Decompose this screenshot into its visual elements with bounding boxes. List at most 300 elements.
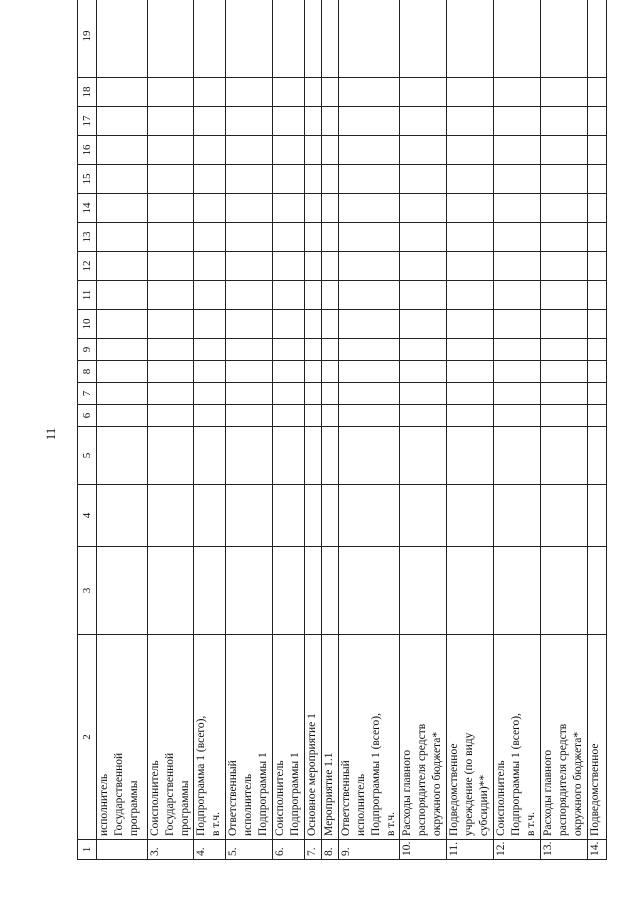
table-cell <box>339 427 400 485</box>
table-cell <box>447 383 494 405</box>
table-row <box>339 0 400 860</box>
table-cell <box>226 194 273 223</box>
table-cell <box>494 252 541 281</box>
table-cell <box>494 194 541 223</box>
row-label <box>226 635 273 840</box>
table-cell <box>541 383 588 405</box>
table-cell <box>97 0 148 78</box>
table-cell <box>97 223 148 252</box>
table-cell <box>226 78 273 107</box>
row-label <box>305 635 322 840</box>
table-cell <box>588 107 607 136</box>
table-cell <box>273 339 305 361</box>
table-row <box>194 0 226 860</box>
column-number: 1 <box>78 840 97 860</box>
row-label <box>339 635 400 840</box>
column-number: 10 <box>78 310 97 339</box>
column-number: 9 <box>78 339 97 361</box>
row-label-line: исполнитель <box>98 773 110 836</box>
table-cell <box>494 383 541 405</box>
table-cell <box>305 339 322 361</box>
row-label <box>494 635 541 840</box>
column-number: 4 <box>78 485 97 547</box>
table-cell <box>400 310 447 339</box>
table-cell <box>494 310 541 339</box>
table-row <box>305 0 322 860</box>
table-cell <box>148 405 194 427</box>
table-body <box>78 0 607 860</box>
table-cell <box>447 281 494 310</box>
table-cell <box>494 136 541 165</box>
row-label-line: исполнитель <box>355 773 367 836</box>
table-row <box>97 0 148 860</box>
row-number: 6. <box>273 840 305 860</box>
row-label-line: распорядителя средств <box>416 723 428 836</box>
table-cell <box>194 107 226 136</box>
table-cell <box>194 0 226 78</box>
table-cell <box>541 361 588 383</box>
table-cell <box>447 339 494 361</box>
table-cell <box>494 339 541 361</box>
column-number: 3 <box>78 547 97 635</box>
row-label-line: Соисполнитель <box>495 760 507 836</box>
table-cell <box>148 0 194 78</box>
row-label-line: Соисполнитель <box>274 760 286 836</box>
row-label-line: Подпрограммы 1 (всего), <box>370 712 382 836</box>
table-cell <box>97 136 148 165</box>
table-cell <box>400 383 447 405</box>
table-cell <box>226 107 273 136</box>
table-cell <box>305 0 322 78</box>
row-label-line: в т.ч. <box>385 812 397 836</box>
table-cell <box>273 281 305 310</box>
table-cell <box>305 165 322 194</box>
table-cell <box>273 165 305 194</box>
table-cell <box>305 310 322 339</box>
table-cell <box>400 136 447 165</box>
table-cell <box>148 194 194 223</box>
table-cell <box>588 194 607 223</box>
row-label <box>400 635 447 840</box>
row-number: 3. <box>148 840 194 860</box>
table-cell <box>148 361 194 383</box>
row-label <box>194 635 226 840</box>
column-number: 12 <box>78 252 97 281</box>
table-cell <box>97 78 148 107</box>
header-row <box>78 0 97 860</box>
row-label-line: окружного бюджета* <box>431 731 443 836</box>
table-cell <box>305 107 322 136</box>
table-cell <box>447 485 494 547</box>
table-cell <box>273 383 305 405</box>
column-number: 6 <box>78 405 97 427</box>
table-cell <box>400 281 447 310</box>
table-cell <box>148 427 194 485</box>
table-cell <box>226 310 273 339</box>
table-cell <box>194 194 226 223</box>
table-cell <box>97 339 148 361</box>
table-cell <box>322 547 339 635</box>
table-cell <box>588 485 607 547</box>
table-cell <box>541 107 588 136</box>
column-number: 11 <box>78 281 97 310</box>
table-cell <box>273 405 305 427</box>
table-cell <box>588 383 607 405</box>
table-cell <box>541 194 588 223</box>
table-row <box>494 0 541 860</box>
table-cell <box>588 339 607 361</box>
table-cell <box>400 194 447 223</box>
table-cell <box>194 547 226 635</box>
table-cell <box>339 339 400 361</box>
table-cell <box>305 361 322 383</box>
row-label <box>97 635 148 840</box>
table-cell <box>305 252 322 281</box>
budget-table <box>77 0 607 860</box>
table-cell <box>447 165 494 194</box>
row-label-line: Подведомственное <box>448 743 460 836</box>
table-cell <box>339 223 400 252</box>
table-cell <box>494 165 541 194</box>
table-cell <box>588 427 607 485</box>
table-cell <box>541 252 588 281</box>
table-cell <box>541 547 588 635</box>
row-label-line: Подпрограммы 1 <box>289 752 301 836</box>
table-cell <box>494 281 541 310</box>
table-cell <box>588 0 607 78</box>
column-number: 2 <box>78 635 97 840</box>
table-cell <box>148 107 194 136</box>
row-label <box>447 635 494 840</box>
table-row <box>400 0 447 860</box>
table-cell <box>541 339 588 361</box>
table-cell <box>400 547 447 635</box>
table-cell <box>588 405 607 427</box>
column-number: 14 <box>78 194 97 223</box>
table-cell <box>226 281 273 310</box>
table-cell <box>273 361 305 383</box>
row-label-line: Расходы главного <box>401 749 413 836</box>
row-label-line: Подпрограммы 1 <box>257 752 269 836</box>
table-cell <box>194 427 226 485</box>
table-cell <box>322 485 339 547</box>
row-label-line: программы <box>179 780 191 836</box>
table-cell <box>400 78 447 107</box>
table-cell <box>226 405 273 427</box>
table-cell <box>148 547 194 635</box>
column-number: 17 <box>78 107 97 136</box>
table-cell <box>194 383 226 405</box>
column-number: 16 <box>78 136 97 165</box>
table-cell <box>339 383 400 405</box>
table-cell <box>339 165 400 194</box>
table-cell <box>400 361 447 383</box>
table-cell <box>305 383 322 405</box>
table-cell <box>339 136 400 165</box>
table-cell <box>194 339 226 361</box>
table-cell <box>273 310 305 339</box>
table-row <box>588 0 607 860</box>
table-cell <box>226 136 273 165</box>
page-number: 11 <box>43 427 58 441</box>
row-label-line: Ответственный <box>340 760 352 836</box>
table-cell <box>273 252 305 281</box>
table-cell <box>305 281 322 310</box>
table-cell <box>322 405 339 427</box>
table-cell <box>541 485 588 547</box>
table-cell <box>97 405 148 427</box>
table-cell <box>273 78 305 107</box>
table-cell <box>400 165 447 194</box>
table-cell <box>541 136 588 165</box>
table-cell <box>322 310 339 339</box>
table-cell <box>194 223 226 252</box>
row-label-line: субсидии)** <box>478 774 490 836</box>
table-cell <box>322 194 339 223</box>
table-cell <box>226 485 273 547</box>
table-cell <box>97 310 148 339</box>
table-cell <box>226 361 273 383</box>
table-row <box>541 0 588 860</box>
row-label-line: Основное мероприятие 1 <box>306 713 318 836</box>
table-row <box>447 0 494 860</box>
table-cell <box>541 310 588 339</box>
column-number: 7 <box>78 383 97 405</box>
column-number: 8 <box>78 361 97 383</box>
row-number: 9. <box>339 840 400 860</box>
table-cell <box>305 485 322 547</box>
table-cell <box>194 405 226 427</box>
table-cell <box>541 223 588 252</box>
table-cell <box>273 136 305 165</box>
row-label <box>588 635 607 840</box>
table-cell <box>194 252 226 281</box>
table-cell <box>273 107 305 136</box>
table-cell <box>494 78 541 107</box>
table-cell <box>339 0 400 78</box>
table-cell <box>322 78 339 107</box>
table-cell <box>541 0 588 78</box>
table-cell <box>305 427 322 485</box>
table-cell <box>226 383 273 405</box>
row-number: 4. <box>194 840 226 860</box>
table-cell <box>194 485 226 547</box>
table-cell <box>273 547 305 635</box>
row-label <box>322 635 339 840</box>
table-cell <box>494 485 541 547</box>
table-cell <box>194 165 226 194</box>
row-number: 13. <box>541 840 588 860</box>
column-number: 18 <box>78 78 97 107</box>
table-cell <box>588 136 607 165</box>
table-cell <box>194 136 226 165</box>
row-label-line: Государственной <box>113 752 125 836</box>
table-cell <box>226 339 273 361</box>
table-cell <box>305 547 322 635</box>
table-cell <box>322 136 339 165</box>
column-number: 5 <box>78 427 97 485</box>
table-cell <box>400 339 447 361</box>
row-label-line: в т.ч. <box>210 812 222 836</box>
table-cell <box>148 165 194 194</box>
table-cell <box>148 252 194 281</box>
table-cell <box>273 223 305 252</box>
row-label-line: программы <box>128 780 140 836</box>
table-cell <box>97 252 148 281</box>
row-label <box>148 635 194 840</box>
table-cell <box>339 361 400 383</box>
table-cell <box>494 547 541 635</box>
table-cell <box>97 194 148 223</box>
row-label-line: окружного бюджета* <box>572 731 584 836</box>
table-cell <box>97 281 148 310</box>
table-cell <box>148 339 194 361</box>
table-cell <box>447 194 494 223</box>
table-cell <box>226 547 273 635</box>
table-cell <box>447 547 494 635</box>
table-row <box>226 0 273 860</box>
table-cell <box>447 107 494 136</box>
table-cell <box>339 485 400 547</box>
table-cell <box>273 194 305 223</box>
table-cell <box>494 427 541 485</box>
table-cell <box>226 252 273 281</box>
table-cell <box>97 107 148 136</box>
row-label-line: учреждение (по виду <box>463 732 475 836</box>
table-cell <box>447 361 494 383</box>
table-cell <box>226 0 273 78</box>
table-cell <box>305 405 322 427</box>
table-cell <box>339 78 400 107</box>
table-cell <box>226 427 273 485</box>
table-cell <box>322 361 339 383</box>
row-number: 11. <box>447 840 494 860</box>
table-cell <box>322 427 339 485</box>
row-label-line: Соисполнитель <box>149 760 161 836</box>
table-cell <box>588 252 607 281</box>
row-label-line: распорядителя средств <box>557 723 569 836</box>
table-cell <box>305 223 322 252</box>
row-label-line: Подпрограммы 1 (всего), <box>510 712 522 836</box>
table-cell <box>400 0 447 78</box>
row-number: 14. <box>588 840 607 860</box>
table-cell <box>322 383 339 405</box>
table-cell <box>194 78 226 107</box>
table-cell <box>194 361 226 383</box>
table-cell <box>447 427 494 485</box>
table-cell <box>97 547 148 635</box>
table-cell <box>194 281 226 310</box>
table-cell <box>148 485 194 547</box>
table-cell <box>494 107 541 136</box>
table-cell <box>322 252 339 281</box>
table-cell <box>322 165 339 194</box>
table-cell <box>322 281 339 310</box>
table-cell <box>97 427 148 485</box>
row-number: 5. <box>226 840 273 860</box>
table-cell <box>305 194 322 223</box>
table-cell <box>148 136 194 165</box>
table-cell <box>148 78 194 107</box>
table-row <box>148 0 194 860</box>
row-number: 8. <box>322 840 339 860</box>
table-cell <box>322 223 339 252</box>
table-cell <box>588 165 607 194</box>
table-cell <box>588 310 607 339</box>
table-cell <box>273 427 305 485</box>
table-cell <box>339 405 400 427</box>
row-label <box>541 635 588 840</box>
table-cell <box>305 136 322 165</box>
table-cell <box>273 0 305 78</box>
table-cell <box>494 361 541 383</box>
table-cell <box>541 405 588 427</box>
table-cell <box>400 485 447 547</box>
table-cell <box>97 485 148 547</box>
table-cell <box>273 485 305 547</box>
table-cell <box>339 281 400 310</box>
table-cell <box>322 107 339 136</box>
table-cell <box>588 78 607 107</box>
row-label <box>273 635 305 840</box>
row-number: 12. <box>494 840 541 860</box>
table-cell <box>400 252 447 281</box>
table-cell <box>339 194 400 223</box>
column-number: 15 <box>78 165 97 194</box>
table-cell <box>588 223 607 252</box>
table-cell <box>226 165 273 194</box>
table-cell <box>339 547 400 635</box>
table-cell <box>400 405 447 427</box>
table-cell <box>97 165 148 194</box>
table-cell <box>588 281 607 310</box>
table-cell <box>339 310 400 339</box>
table-cell <box>148 281 194 310</box>
table-cell <box>400 107 447 136</box>
table-cell <box>226 223 273 252</box>
row-label-line: в т.ч. <box>525 812 537 836</box>
table-cell <box>494 0 541 78</box>
table-cell <box>494 405 541 427</box>
table-cell <box>400 223 447 252</box>
table-cell <box>541 165 588 194</box>
table-cell <box>447 136 494 165</box>
table-cell <box>447 310 494 339</box>
table-cell <box>541 427 588 485</box>
table-cell <box>447 405 494 427</box>
column-number: 13 <box>78 223 97 252</box>
table-cell <box>400 427 447 485</box>
table-cell <box>97 361 148 383</box>
table-cell <box>339 107 400 136</box>
table-cell <box>541 281 588 310</box>
row-number: 7. <box>305 840 322 860</box>
table-cell <box>447 0 494 78</box>
table-cell <box>194 310 226 339</box>
table-cell <box>322 0 339 78</box>
table-cell <box>97 383 148 405</box>
row-number: 10. <box>400 840 447 860</box>
table-cell <box>339 252 400 281</box>
table-row <box>322 0 339 860</box>
row-label-line: Ответственный <box>227 760 239 836</box>
column-number: 19 <box>78 0 97 78</box>
table-cell <box>447 78 494 107</box>
row-label-line: исполнитель <box>242 773 254 836</box>
table-cell <box>148 383 194 405</box>
table-cell <box>541 78 588 107</box>
row-label-line: Подпрограмма 1 (всего), <box>195 715 207 836</box>
